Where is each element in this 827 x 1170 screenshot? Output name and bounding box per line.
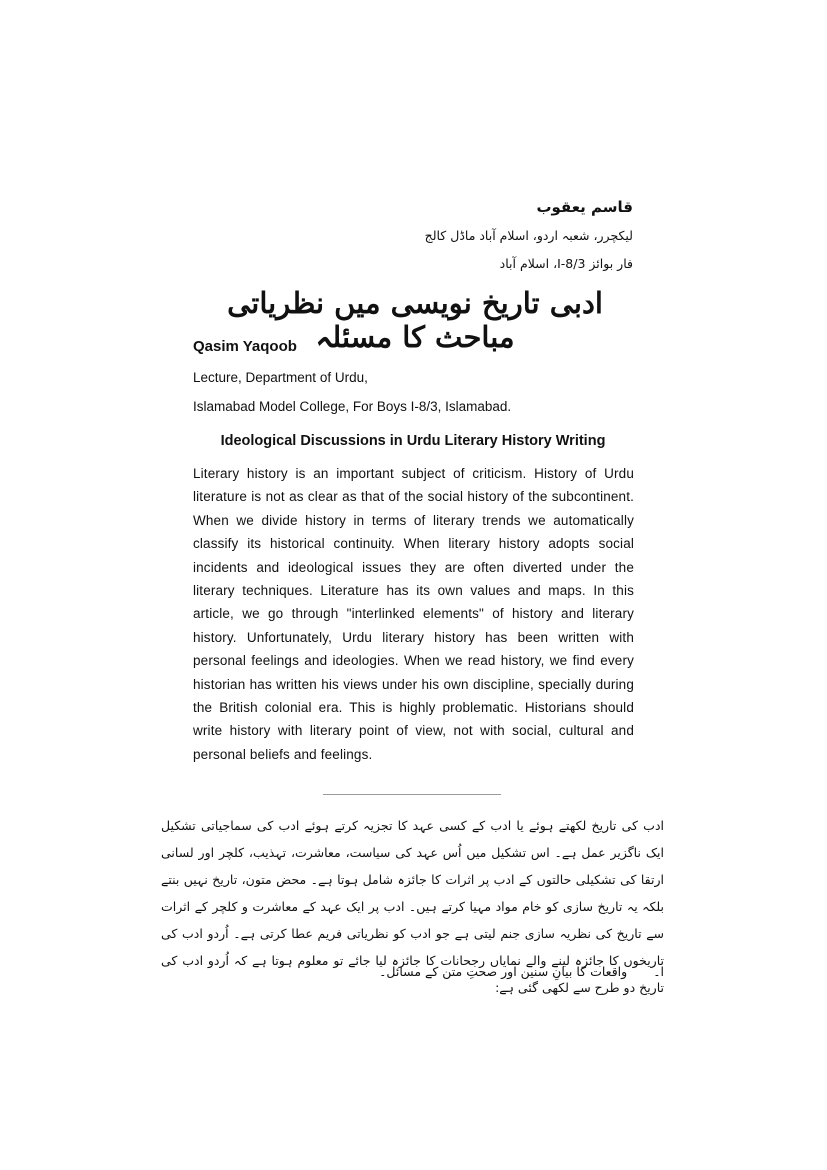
english-affiliation-line1: Lecture, Department of Urdu, — [193, 370, 368, 385]
urdu-affiliation-line2: فار بوائز I-8/3، اسلام آباد — [499, 256, 633, 271]
urdu-list-item — [161, 964, 664, 979]
english-title: Ideological Discussions in Urdu Literary History Writing — [220, 433, 606, 449]
urdu-author-name: قاسم یعقوب — [536, 198, 633, 216]
urdu-title: ادبی تاریخ نویسی میں نظریاتی مباحث کا مسئلہ — [227, 286, 603, 354]
section-divider — [323, 794, 501, 795]
urdu-list-text: واقعات کا بیانِ سنین اور صحتِ متن کے مسائل۔ — [379, 964, 628, 979]
urdu-body-paragraph: ادب کی تاریخ لکھتے ہوئے یا ادب کے کسی عہد کا تجزیہ کرتے ہوئے ادب کی سماجیاتی تشکیل ایک ناگزیر عمل ہے۔ اس تشکیل میں اُس عہد کی سیاست، معاشرت، تہذیب، کلچر اور لسانی ارتقا کی تشکیلی حالتوں کے ادب پر اثرات کا جائزہ شامل ہوتا ہے۔ محض متون، تاریخ نہیں بنتے بلکہ یہ تاریخ سازی کو خام مواد مہیا کرتے ہیں۔ ادب پر ایک عہد کے معاشرت و کلچر کے اثرات سے تاریخ کی نظریہ سازی جنم لیتی ہے جو ادب کو نظریاتی فریم عطا کرتی ہے۔ اُردو ادب کی تاریخوں کا جائزہ لینے والے نمایاں رجحانات کا جائزہ لیا جائے تو معلوم ہوتا ہے کہ اُردو ادب کی تاریخ دو طرح سے لکھی گئی ہے: — [161, 818, 664, 995]
english-author-name: Qasim Yaqoob — [193, 338, 297, 355]
english-affiliation-line2: Islamabad Model College, For Boys I-8/3, Islamabad. — [193, 399, 512, 414]
abstract-paragraph: Literary history is an important subject of criticism. History of Urdu literature is not as clear as that of the social history of the subcontinent. When we divide history in terms of literary trends we automatically classify its historical continuity. When literary history adopts social incidents and ideological issues they are often diverted under the literary techniques. Literature has its own values and maps. In this article, we go through "interlinked elements" of history and literary history. Unfortunately, Urdu literary history has been written with personal feelings and ideologies. When we read history, we find every historian has written his views under his own discipline, specially during the British colonial era. This is highly problematic. Historians should write history with literary point of view, not with social, cultural and personal beliefs and feelings. — [193, 466, 634, 762]
urdu-affiliation-line1: لیکچرر، شعبہ اردو، اسلام آباد ماڈل کالج — [424, 228, 633, 243]
urdu-list-number: ا۔ — [653, 964, 664, 979]
